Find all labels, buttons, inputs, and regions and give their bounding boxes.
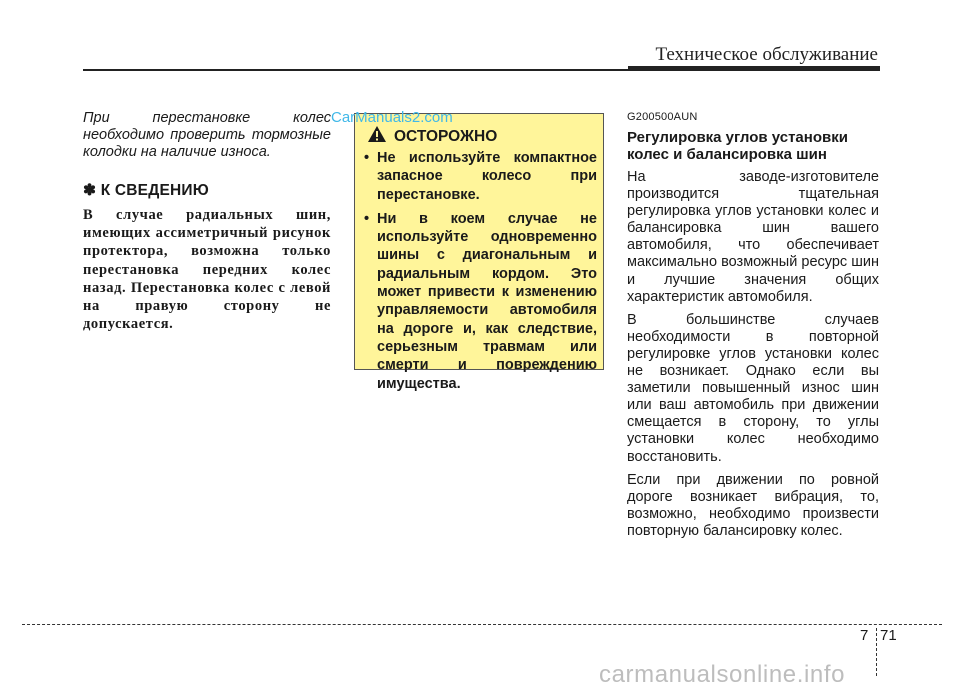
footer-rule: [22, 624, 942, 625]
warning-item: [364, 210, 597, 393]
warning-title: ОСТОРОЖНО: [394, 127, 498, 145]
warning-item: [364, 149, 597, 204]
footer-divider: [876, 628, 877, 676]
info-heading-label: К СВЕДЕНИЮ: [100, 182, 209, 199]
bullet: •: [364, 150, 370, 166]
warning-header: [367, 125, 497, 148]
warning-list: [364, 149, 597, 399]
intro-paragraph: [83, 110, 331, 161]
info-body: В случае радиальных шин, имеющих ассиметричный рисунок протектора, возможна только перестановка передних колес назад. Перестановка колес с левой на правую сторону не допускается.: [83, 207, 331, 333]
bullet: •: [364, 210, 370, 227]
left-column: [83, 110, 331, 333]
intro-first-line: При перестановке колес: [83, 110, 331, 126]
info-heading: [83, 181, 331, 200]
right-column: [627, 111, 879, 540]
running-header-title: Техническое обслуживание: [655, 44, 878, 65]
asterisk-icon: ✽: [83, 182, 97, 199]
paragraph: В большинстве случаев необходимости в повторной регулировке углов установки колес не возникает. Однако если вы заметили повышенный износ шин или ваш автомобиль при движении смещается в сторону, то углы установки колес необходимо восстановить.: [627, 311, 879, 465]
section-code: G200500AUN: [627, 111, 698, 123]
page-number: 71: [880, 627, 897, 644]
paragraph: На заводе-изготовителе производится тщательная регулировка углов установки колес и балансировка шин вашего автомобиля, что обеспечивает максимально возможный ресурс шин и лучшие значения общих характеристик автомобиля.: [627, 169, 879, 305]
header-rule-accent: [628, 66, 880, 71]
warning-item-text: Не используйте компактное запасное колесо при перестановке.: [377, 150, 597, 203]
warning-triangle-icon: [367, 125, 387, 148]
intro-rest: необходимо проверить тормозные колодки на наличие износа.: [83, 127, 331, 160]
section-title: Регулировка углов установки колес и балансировка шин: [627, 129, 848, 163]
warning-item-text: Ни в коем случае не используйте одновременно шины с диагональным и радиальным кордом. Это может привести к изменению управляемости автомобиля на дороге и, как следствие, серьезным травмам или смерти и повреждению имущества.: [377, 210, 597, 392]
site-watermark: carmanualsonline.info: [599, 661, 846, 688]
paragraph: Если при движении по ровной дороге возникает вибрация, то, возможно, необходимо произвести повторную балансировку колес.: [627, 471, 879, 539]
chapter-number: 7: [860, 627, 869, 644]
watermark-logo: CarManuals2.com: [331, 109, 453, 126]
warning-box: [354, 113, 604, 392]
